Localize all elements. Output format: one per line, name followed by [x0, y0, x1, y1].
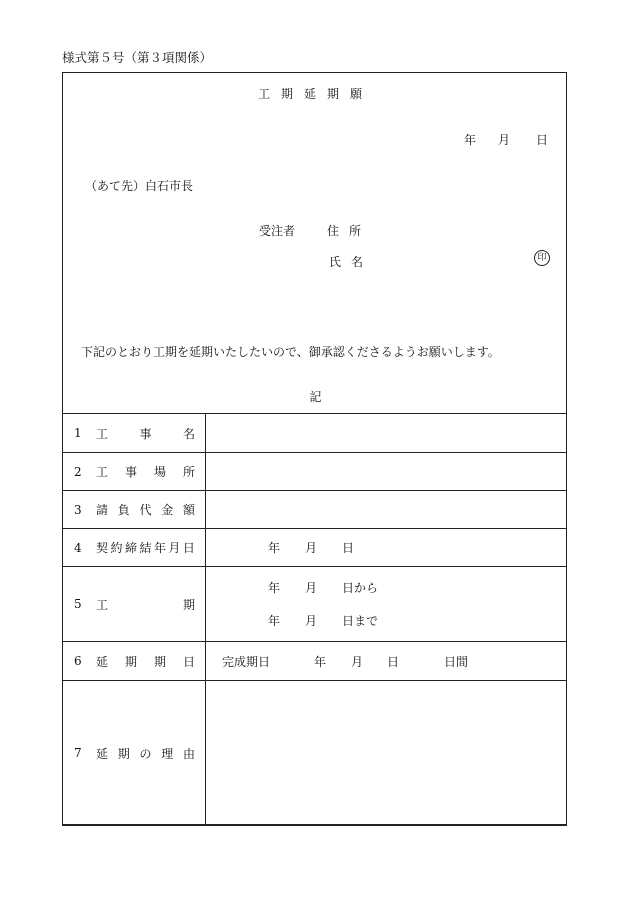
item-char: 約 — [110, 541, 123, 555]
project-name-field[interactable] — [206, 414, 567, 453]
period-from-year: 年 — [268, 581, 281, 595]
period-from-day: 日から — [342, 581, 379, 595]
item-char: 工 — [96, 597, 109, 612]
items-table — [62, 413, 567, 826]
item-char: 工 — [96, 465, 109, 479]
item-number: 7 — [74, 746, 82, 760]
table-row — [63, 642, 567, 681]
item-label-cell — [63, 642, 206, 681]
item-char: 日 — [182, 541, 195, 555]
extension-reason-field[interactable] — [206, 681, 567, 826]
item-char: 名 — [182, 426, 195, 441]
item-char: 期 — [124, 654, 137, 669]
date-year-label: 年 — [463, 133, 476, 147]
addressee: （あて先）白石市長 — [85, 179, 194, 193]
construction-period-field[interactable] — [206, 567, 567, 642]
extension-day-label: 日 — [387, 654, 400, 669]
form-number: 様式第５号（第３項関係） — [62, 50, 213, 65]
item-label-cell — [63, 414, 206, 453]
period-from-month: 月 — [305, 581, 318, 595]
item-char: の — [139, 746, 152, 761]
contract-day-label: 日 — [342, 541, 355, 555]
item-char: 所 — [182, 465, 195, 479]
item-char: 期 — [117, 746, 130, 761]
item-char: 由 — [182, 746, 195, 761]
item-char: 延 — [96, 654, 109, 669]
table-row — [63, 491, 567, 529]
item-number: 5 — [74, 597, 82, 611]
project-location-field[interactable] — [206, 453, 567, 491]
ki-heading: 記 — [309, 390, 322, 404]
item-char: 年 — [153, 541, 166, 555]
item-char: 契 — [96, 541, 109, 555]
address-label: 住所 — [327, 224, 372, 238]
item-char: 月 — [168, 541, 181, 555]
item-char: 期 — [153, 654, 166, 669]
item-char: 延 — [96, 746, 109, 761]
table-row — [63, 453, 567, 491]
table-row — [63, 681, 567, 826]
item-char: 代 — [139, 503, 152, 517]
item-number: 3 — [74, 502, 82, 517]
table-row — [63, 567, 567, 642]
period-to-day: 日まで — [342, 614, 379, 628]
item-label-cell — [63, 491, 206, 529]
item-label-cell — [63, 453, 206, 491]
date-day-label: 日 — [535, 133, 548, 147]
item-number: 4 — [74, 540, 82, 555]
item-char: 結 — [139, 541, 152, 555]
contract-month-label: 月 — [305, 541, 318, 555]
contract-year-label: 年 — [268, 541, 281, 555]
request-text: 下記のとおり工期を延期いたしたいので、御承認くださるようお願いします。 — [81, 345, 500, 359]
item-label-cell — [63, 681, 206, 826]
completion-date-label: 完成期日 — [222, 654, 271, 669]
item-char: 額 — [182, 503, 195, 517]
item-char: 工 — [96, 426, 109, 441]
item-number: 6 — [74, 654, 82, 668]
item-number: 2 — [74, 464, 82, 479]
item-number: 1 — [74, 426, 82, 440]
item-char: 事 — [139, 426, 152, 441]
item-char: 金 — [161, 503, 174, 517]
item-char: 場 — [153, 465, 166, 479]
item-char: 負 — [117, 503, 130, 517]
item-char: 期 — [182, 597, 195, 612]
extension-date-field[interactable] — [206, 642, 567, 681]
period-to-year: 年 — [268, 614, 281, 628]
item-char: 日 — [182, 654, 195, 669]
submission-date[interactable] — [438, 131, 548, 148]
period-to-month: 月 — [305, 614, 318, 628]
table-row — [63, 529, 567, 567]
contract-date-field[interactable] — [206, 529, 567, 567]
name-label: 氏名 — [329, 255, 374, 269]
item-char: 締 — [124, 541, 137, 555]
form-frame — [62, 72, 567, 825]
date-month-label: 月 — [497, 133, 510, 147]
contractor-label: 受注者 — [259, 224, 296, 238]
item-char: 事 — [124, 465, 137, 479]
item-label-cell — [63, 529, 206, 567]
page-title: 工期延期願 — [257, 87, 373, 101]
item-char: 理 — [161, 746, 174, 761]
item-char: 請 — [96, 503, 109, 517]
extension-month-label: 月 — [351, 654, 364, 669]
contract-amount-field[interactable] — [206, 491, 567, 529]
item-label-cell — [63, 567, 206, 642]
seal-mark: 印 — [534, 250, 550, 266]
extension-year-label: 年 — [314, 654, 327, 669]
extension-days-label: 日間 — [444, 654, 469, 669]
table-row — [63, 414, 567, 453]
